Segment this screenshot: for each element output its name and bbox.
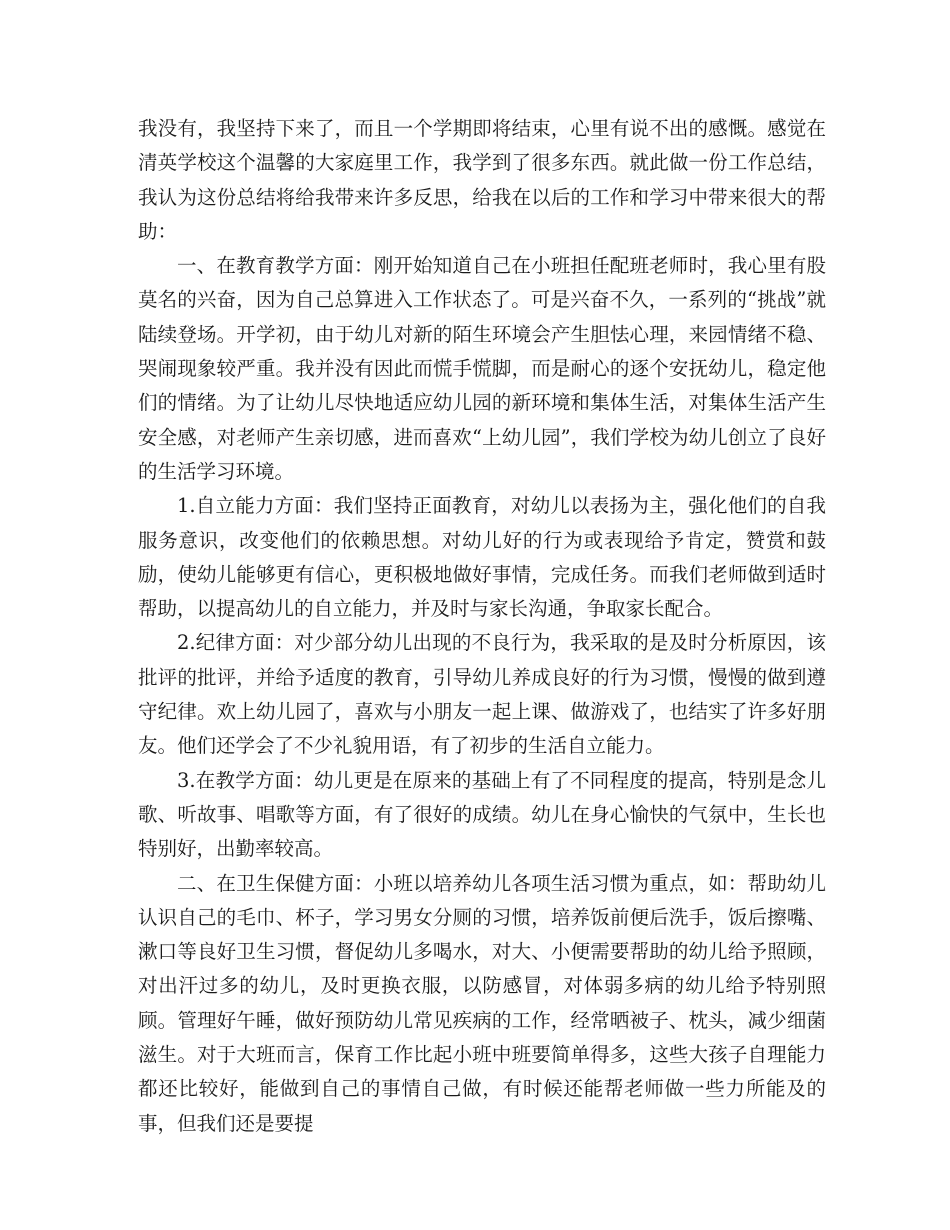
paragraph-intro: 我没有，我坚持下来了，而且一个学期即将结束，心里有说不出的感慨。感觉在清英学校这个温馨的大家庭里工作，我学到了很多东西。就此做一份工作总结，我认为这份总结将给我带来许多反思，给我在以后的工作和学习中带来很大的帮助： (138, 117, 826, 243)
paragraph-teaching: 3.在教学方面：幼儿更是在原来的基础上有了不同程度的提高，特别是念儿歌、听故事、唱歌等方面，有了很好的成绩。幼儿在身心愉快的气氛中，生长也特别好，出勤率较高。 (138, 768, 826, 861)
document-body (138, 112, 826, 1141)
paragraph-education-teaching: 一、在教育教学方面：刚开始知道自己在小班担任配班老师时，我心里有股莫名的兴奋，因为自己总算进入工作状态了。可是兴奋不久，一系列的“挑战”就陆续登场。开学初，由于幼儿对新的陌生环境会产生胆怯心理，来园情绪不稳、哭闹现象较严重。我并没有因此而慌手慌脚，而是耐心的逐个安抚幼儿，稳定他们的情绪。为了让幼儿尽快地适应幼儿园的新环境和集体生活，对集体生活产生安全感，对老师产生亲切感，进而喜欢“上幼儿园”，我们学校为幼儿创立了良好的生活学习环境。 (138, 254, 826, 483)
paragraph-discipline: 2.纪律方面：对少部分幼儿出现的不良行为，我采取的是及时分析原因，该批评的批评，并给予适度的教育，引导幼儿养成良好的行为习惯，慢慢的做到遵守纪律。欢上幼儿园了，喜欢与小朋友一起上课、做游戏了，也结实了许多好朋友。他们还学会了不少礼貌用语，有了初步的生活自立能力。 (138, 631, 826, 758)
paragraph-health-care: 二、在卫生保健方面：小班以培养幼儿各项生活习惯为重点，如：帮助幼儿认识自己的毛巾、杯子，学习男女分厕的习惯，培养饭前便后洗手，饭后擦嘴、漱口等良好卫生习惯，督促幼儿多喝水，对大、小便需要帮助的幼儿给予照顾，对出汗过多的幼儿，及时更换衣服，以防感冒，对体弱多病的幼儿给予特别照顾。管理好午睡，做好预防幼儿常见疾病的工作，经常晒被子、枕头，减少细菌滋生。对于大班而言，保育工作比起小班中班要简单得多，这些大孩子自理能力都还比较好，能做到自己的事情自己做，有时候还能帮老师做一些力所能及的事，但我们还是要提 (138, 871, 826, 1135)
paragraph-self-reliance: 1.自立能力方面：我们坚持正面教育，对幼儿以表扬为主，强化他们的自我服务意识，改变他们的依赖思想。对幼儿好的行为或表现给予肯定，赞赏和鼓励，使幼儿能够更有信心，更积极地做好事情，完成任务。而我们老师做到适时帮助，以提高幼儿的自立能力，并及时与家长沟通，争取家长配合。 (138, 494, 826, 621)
